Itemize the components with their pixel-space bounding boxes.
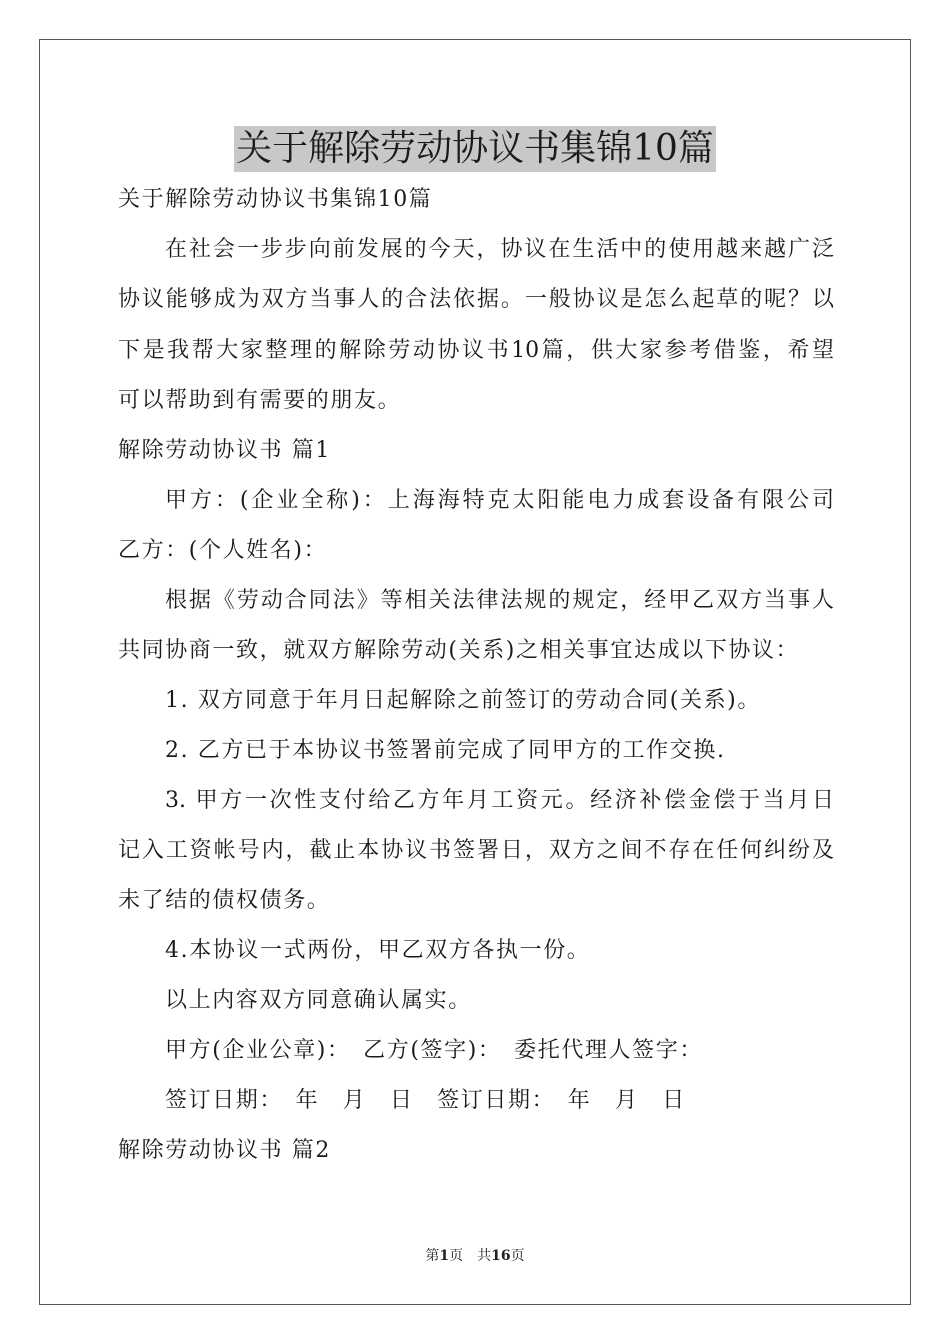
date-line: 签订日期： 年 月 日 签订日期： 年 月 日 [165, 1088, 686, 1113]
intro-line-2: 协议能够成为双方当事人的合法依据。一般协议是怎么起草的呢？以 [118, 287, 834, 312]
party-b-line: 乙方：(个人姓名)： [118, 538, 328, 563]
agreement-item-3-line-3: 未了结的债权债务。 [118, 888, 331, 913]
title-container [0, 126, 950, 172]
section-heading-2: 解除劳动协议书 篇2 [118, 1138, 331, 1163]
intro-line-4: 可以帮助到有需要的朋友。 [118, 388, 402, 413]
intro-line-1: 在社会一步步向前发展的今天，协议在生活中的使用越来越广泛 [165, 237, 834, 262]
confirmation-line: 以上内容双方同意确认属实。 [165, 988, 472, 1013]
intro-line-3: 下是我帮大家整理的解除劳动协议书10篇，供大家参考借鉴，希望 [118, 338, 834, 363]
page-suffix: 页 [449, 1248, 464, 1264]
total-prefix: 共 [477, 1248, 492, 1264]
section-heading-1: 解除劳动协议书 篇1 [118, 438, 331, 463]
page-prefix: 第 [425, 1248, 440, 1264]
page-footer [0, 1246, 950, 1266]
agreement-item-3-line-1: 3. 甲方一次性支付给乙方年月工资元。经济补偿金偿于当月日 [165, 788, 834, 813]
page-number: 1 [439, 1248, 450, 1264]
basis-line-1: 根据《劳动合同法》等相关法律法规的规定，经甲乙双方当事人 [165, 588, 834, 613]
total-suffix: 页 [510, 1248, 525, 1264]
subtitle: 关于解除劳动协议书集锦10篇 [118, 187, 433, 212]
total-pages: 16 [491, 1248, 511, 1264]
agreement-item-1: 1. 双方同意于年月日起解除之前签订的劳动合同(关系)。 [165, 688, 761, 713]
party-a-line: 甲方：(企业全称)：上海海特克太阳能电力成套设备有限公司 [165, 488, 834, 513]
basis-line-2: 共同协商一致，就双方解除劳动(关系)之相关事宜达成以下协议： [118, 638, 800, 663]
signature-line: 甲方(企业公章)： 乙方(签字)： 委托代理人签字： [165, 1038, 703, 1063]
agreement-item-3-line-2: 记入工资帐号内，截止本协议书签署日，双方之间不存在任何纠纷及 [118, 838, 834, 863]
agreement-item-4: 4.本协议一式两份，甲乙双方各执一份。 [165, 938, 591, 963]
document-title: 关于解除劳动协议书集锦10篇 [234, 126, 716, 172]
agreement-item-2: 2. 乙方已于本协议书签署前完成了同甲方的工作交换. [165, 738, 726, 763]
